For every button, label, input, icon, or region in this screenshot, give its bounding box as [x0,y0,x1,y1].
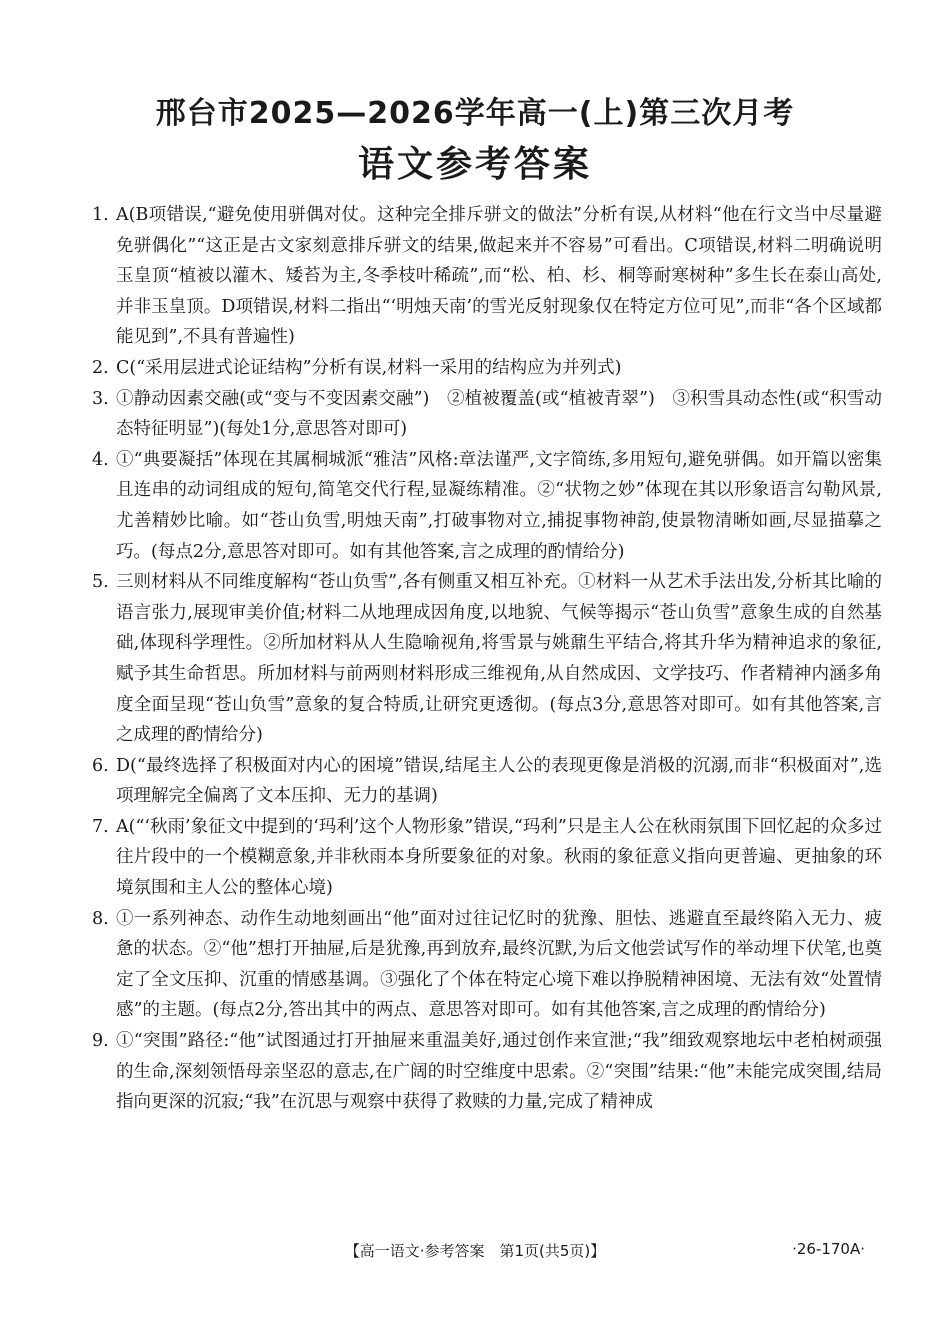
answer-text: D(“最终选择了积极面对内心的困境”错误,结尾主人公的表现更像是消极的沉溺,而非“积极面对”,选项理解完全偏离了文本压抑、无力的基调) [116,755,882,807]
answer-text: ①“突围”路径:“他”试图通过打开抽屉来重温美好,通过创作来宣泄;“我”细致观察地坛中老柏树顽强的生命,深刻领悟母亲坚忍的意志,在广阔的时空维度中思索。②“突围”结果:“他”未能完成突围,结局指向更深的沉寂;“我”在沉思与观察中获得了救赎的力量,完成了精神成 [116,1031,882,1113]
page-subtitle: 语文参考答案 [357,144,592,185]
answer-number: 5. [92,572,109,593]
answer-number: 8. [92,908,109,929]
page-title: 邢台市2025—2026学年高一(上)第三次月考 [155,96,795,131]
answer-number: 4. [92,449,109,470]
answer-list [92,200,882,1118]
footer-code: ·26-170A· [792,1240,865,1258]
footer-page-info: 【高一语文·参考答案 第1页(共5页)】 [344,1242,606,1260]
answer-number: 9. [92,1031,109,1052]
answer-item-3 [92,384,882,445]
answer-text: A(B项错误,“避免使用骈偶对仗。这种完全排斥骈文的做法”分析有误,从材料“他在行文当中尽量避免骈偶化”“这正是古文家刻意排斥骈文的结果,做起来并不容易”可看出。C项错误,材料二明确说明玉皇顶“植被以灌木、矮苔为主,冬季枝叶稀疏”,而“松、柏、杉、桐等耐寒树种”多生长在泰山高处,并非玉皇顶。D项错误,材料二指出“‘明烛天南’的雪光反射现象仅在特定方位可见”,而非“各个区域都能见到”,不具有普遍性) [116,205,882,348]
answer-text: ①“典要凝括”体现在其属桐城派“雅洁”风格:章法谨严,文字简练,多用短句,避免骈偶。如开篇以密集且连串的动词组成的短句,简笔交代行程,显凝练精准。②“状物之妙”体现在其以形象语言勾勒风景,尤善精妙比喻。如“苍山负雪,明烛天南”,打破事物对立,捕捉事物神韵,使景物清晰如画,尽显描摹之巧。(每点2分,意思答对即可。如有其他答案,言之成理的酌情给分) [116,449,882,562]
answer-text: ①一系列神态、动作生动地刻画出“他”面对过往记忆时的犹豫、胆怯、逃避直至最终陷入无力、疲惫的状态。②“他”想打开抽屉,后是犹豫,再到放弃,最终沉默,为后文他尝试写作的举动埋下伏笔,也奠定了全文压抑、沉重的情感基调。③强化了个体在特定心境下难以挣脱精神困境、无法有效“处置情感”的主题。(每点2分,答出其中的两点、意思答对即可。如有其他答案,言之成理的酌情给分) [116,908,882,1021]
answer-item-2 [92,353,882,384]
page-footer [0,1240,950,1268]
answer-number: 3. [92,388,109,409]
answer-item-1 [92,200,882,353]
answer-number: 7. [92,816,109,837]
answer-item-6 [92,751,882,812]
answer-number: 2. [92,357,109,378]
answer-item-5 [92,567,882,751]
answer-number: 1. [92,205,109,225]
answer-item-9 [92,1026,882,1118]
answer-item-4 [92,445,882,567]
answer-text: ①静动因素交融(或“变与不变因素交融”) ②植被覆盖(或“植被青翠”) ③积雪具动态性(或“积雪动态特征明显”)(每处1分,意思答对即可) [116,388,882,440]
answer-number: 6. [92,755,109,776]
answer-item-7 [92,812,882,904]
answer-text: C(“采用层进式论证结构”分析有误,材料一采用的结构应为并列式) [116,357,622,378]
answer-item-8 [92,904,882,1026]
answer-text: 三则材料从不同维度解构“苍山负雪”,各有侧重又相互补充。①材料一从艺术手法出发,分析其比喻的语言张力,展现审美价值;材料二从地理成因角度,以地貌、气候等揭示“苍山负雪”意象生成的自然基础,体现科学理性。②所加材料从人生隐喻视角,将雪景与姚鼐生平结合,将其升华为精神追求的象征,赋予其生命哲思。所加材料与前两则材料形成三维视角,从自然成因、文学技巧、作者精神内涵多角度全面呈现“苍山负雪”意象的复合特质,让研究更透彻。(每点3分,意思答对即可。如有其他答案,言之成理的酌情给分) [116,572,882,746]
answer-text: A(“‘秋雨’象征文中提到的‘玛利’这个人物形象”错误,“玛利”只是主人公在秋雨氛围下回忆起的众多过往片段中的一个模糊意象,并非秋雨本身所要象征的对象。秋雨的象征意义指向更普遍、更抽象的环境氛围和主人公的整体心境) [116,816,882,899]
